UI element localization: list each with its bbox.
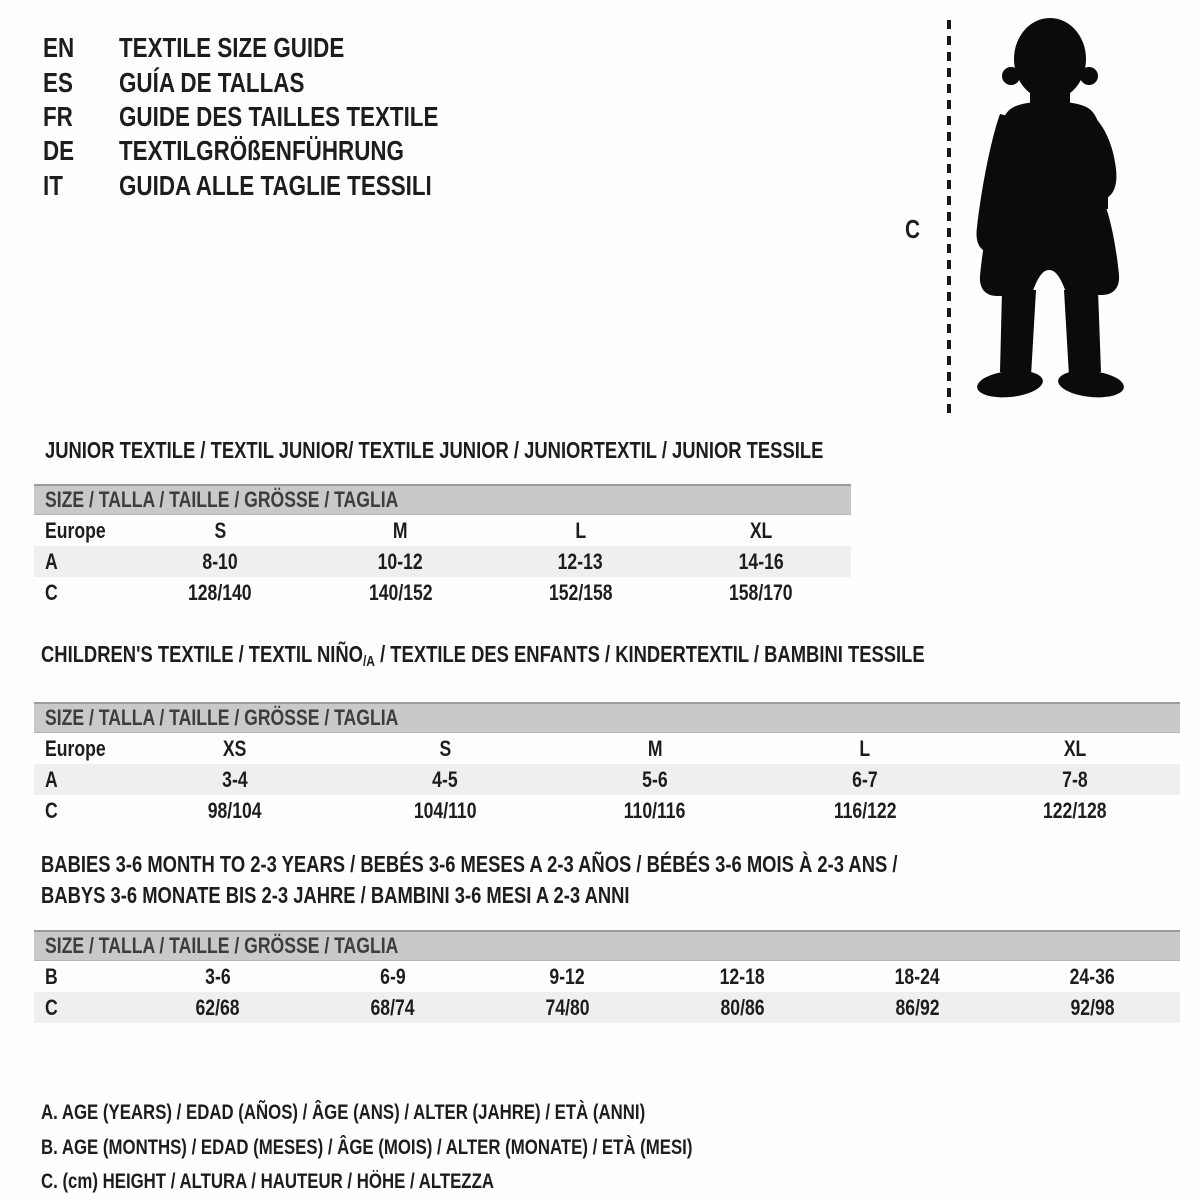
language-code: EN	[43, 32, 75, 64]
table-cell: 80/86	[720, 994, 765, 1020]
table-cell: 18-24	[894, 963, 941, 989]
language-code: DE	[43, 135, 75, 167]
language-title: TEXTILGRÖßENFÜHRUNG	[119, 135, 404, 167]
table-cell: 152/158	[548, 579, 613, 605]
table-row	[34, 733, 1180, 764]
row-label: C	[45, 797, 58, 823]
babies-size-table	[34, 930, 1180, 1023]
table-cell: 92/98	[1070, 994, 1115, 1020]
language-row-it	[43, 169, 438, 203]
row-label: B	[45, 963, 58, 989]
table-row	[34, 961, 1180, 992]
row-label: Europe	[45, 735, 106, 761]
table-cell: 7-8	[1062, 766, 1088, 792]
language-code: FR	[43, 100, 73, 132]
children-size-header-bar	[34, 702, 1180, 733]
babies-title-line2: BABYS 3-6 MONATE BIS 2-3 JAHRE / BAMBINI 3-6 MESI A 2-3 ANNI	[41, 882, 630, 908]
language-row-de	[43, 134, 438, 168]
table-cell: 12-18	[719, 963, 766, 989]
table-cell: M	[647, 735, 663, 761]
table-cell: 24-36	[1069, 963, 1116, 989]
size-header-label: SIZE / TALLA / TAILLE / GRÖSSE / TAGLIA	[45, 705, 399, 730]
table-cell: 116/122	[833, 797, 897, 823]
table-cell: 74/80	[545, 994, 590, 1020]
language-row-en	[43, 31, 438, 65]
table-cell: 122/128	[1043, 797, 1107, 823]
toddler-silhouette-icon	[963, 14, 1135, 414]
junior-size-header-bar	[34, 484, 851, 515]
children-section-title: CHILDREN'S TEXTILE / TEXTIL $NIÑO_{/A}$ / TEXTILE DES ENFANTS / KINDERTEXTIL / BAMBINI TESSILE	[41, 641, 925, 670]
legend-line-c: C. (cm) HEIGHT / ALTURA / HAUTEUR / HÖHE / ALTEZZA	[41, 1170, 494, 1193]
table-cell: XL	[1063, 735, 1087, 761]
table-cell: 5-6	[642, 766, 668, 792]
language-row-es	[43, 65, 438, 99]
language-row-fr	[43, 100, 438, 134]
table-row	[34, 546, 851, 577]
table-cell: 3-6	[204, 963, 231, 989]
table-cell: 62/68	[195, 994, 240, 1020]
table-cell: 158/170	[729, 579, 793, 605]
table-cell: 14-16	[738, 548, 784, 574]
row-label-cell	[34, 736, 130, 762]
language-code: IT	[43, 169, 63, 201]
row-label-cell	[34, 995, 130, 1021]
row-label-cell	[34, 518, 130, 544]
language-title: GUIDA ALLE TAGLIE TESSILI	[119, 169, 432, 201]
table-cell: 6-7	[852, 766, 878, 792]
language-title: GUÍA DE TALLAS	[119, 66, 305, 98]
table-cell: 86/92	[895, 994, 940, 1020]
language-title-list	[43, 31, 537, 203]
children-size-table	[34, 702, 1180, 826]
junior-size-table	[34, 484, 851, 608]
table-cell: XS	[223, 735, 247, 761]
babies-section-title	[41, 849, 897, 911]
nino-a-subscript: /A	[362, 653, 375, 670]
babies-title-line1: BABIES 3-6 MONTH TO 2-3 YEARS / BEBÉS 3-6 MESES A 2-3 AÑOS / BÉBÉS 3-6 MOIS À 2-3 ANS /	[41, 851, 898, 877]
size-header-label: SIZE / TALLA / TAILLE / GRÖSSE / TAGLIA	[45, 487, 399, 512]
table-cell: 68/74	[370, 994, 415, 1020]
language-title: GUIDE DES TAILLES TEXTILE	[119, 100, 439, 132]
table-row	[34, 795, 1180, 826]
legend-line-a: A. AGE (YEARS) / EDAD (AÑOS) / ÂGE (ANS) / ALTER (JAHRE) / ETÀ (ANNI)	[41, 1101, 646, 1124]
table-cell: 3-4	[222, 766, 248, 792]
table-row	[34, 577, 851, 608]
language-code: ES	[43, 66, 73, 98]
table-cell: S	[214, 517, 226, 543]
table-cell: 8-10	[202, 548, 238, 574]
table-row	[34, 992, 1180, 1023]
table-row	[34, 764, 1180, 795]
babies-size-header-bar	[34, 930, 1180, 961]
table-cell: L	[575, 517, 586, 543]
table-cell: 104/110	[413, 797, 477, 823]
table-cell: XL	[749, 517, 773, 543]
row-label-cell	[34, 580, 130, 606]
row-label-cell	[34, 964, 130, 990]
measurement-legend	[41, 1096, 1200, 1200]
height-measure-label: C	[905, 214, 921, 244]
row-label: A	[45, 766, 58, 792]
row-label-cell	[34, 549, 130, 575]
row-label-cell	[34, 798, 130, 824]
table-cell: M	[393, 517, 408, 543]
table-cell: S	[439, 735, 451, 761]
table-cell: 110/116	[624, 797, 686, 823]
table-cell: L	[859, 735, 871, 761]
table-cell: 6-9	[379, 963, 406, 989]
table-cell: 128/140	[188, 579, 252, 605]
legend-line-b: B. AGE (MONTHS) / EDAD (MESES) / ÂGE (MOIS) / ALTER (MONATE) / ETÀ (MESI)	[41, 1135, 693, 1159]
size-header-label: SIZE / TALLA / TAILLE / GRÖSSE / TAGLIA	[45, 933, 399, 958]
row-label: A	[45, 548, 58, 574]
language-title: TEXTILE SIZE GUIDE	[119, 32, 345, 64]
junior-section-title: JUNIOR TEXTILE / TEXTIL JUNIOR/ TEXTILE JUNIOR / JUNIORTEXTIL / JUNIOR TESSILE	[45, 437, 824, 463]
table-cell: 12-13	[558, 548, 604, 574]
table-cell: 98/104	[208, 797, 262, 823]
row-label: C	[45, 994, 58, 1020]
table-cell: 140/152	[368, 579, 433, 605]
row-label: C	[45, 579, 58, 605]
table-cell: 4-5	[432, 766, 458, 792]
height-dashed-line-icon	[947, 20, 951, 414]
table-row	[34, 515, 851, 546]
row-label: Europe	[45, 517, 106, 543]
table-cell: 9-12	[549, 963, 586, 989]
row-label-cell	[34, 767, 130, 793]
table-cell: 10-12	[377, 548, 423, 574]
